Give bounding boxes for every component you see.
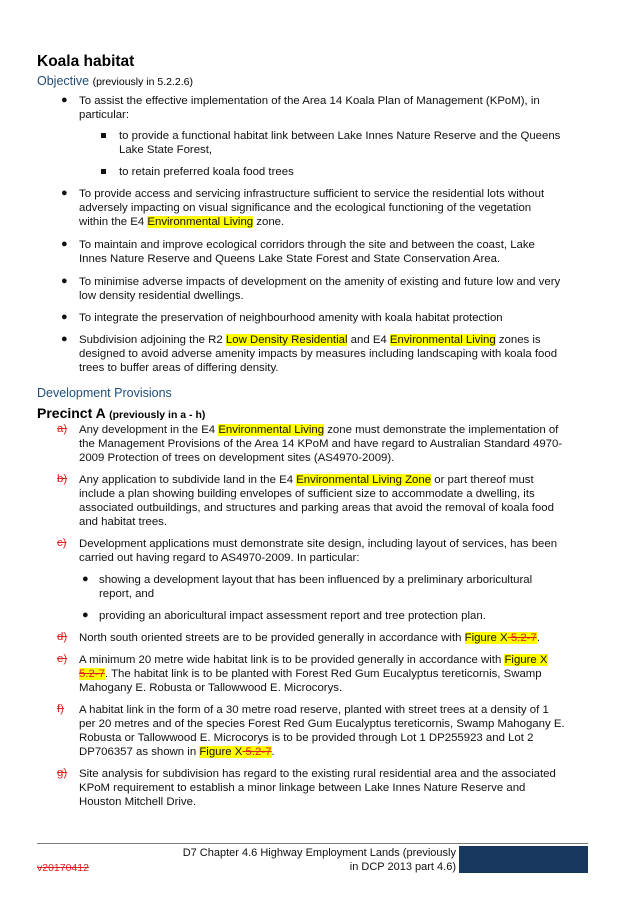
item-f-line-4: DP706357 as shown in Figure X 5.2-7. <box>79 746 275 758</box>
item-g-line-2: KPoM requirement to establish a minor linkage between Lake Innes Nature Reserve and <box>79 782 526 794</box>
item-c-sub-1-line-1: showing a development layout that has been influenced by a preliminary arboricultural <box>99 574 533 586</box>
objective-bullet-6-line-3: trees to buffer areas of differing density. <box>79 362 279 374</box>
item-b-line-2: include a plan showing building envelopes of sufficient size to accommodate a dwelling, its <box>79 488 535 500</box>
precinct-heading-text: Precinct A <box>37 405 106 421</box>
highlight-figure-x: Figure X 5.2-7 <box>199 746 272 758</box>
bullet-dot: ● <box>61 94 68 106</box>
development-provisions-heading: Development Provisions <box>37 386 172 400</box>
item-b-line-1: Any application to subdivide land in the E4 Environmental Living Zone or part thereof must <box>79 474 534 486</box>
objective-bullet-1: To assist the effective implementation of the Area 14 Koala Plan of Management (KPoM), in particular: <box>79 95 540 122</box>
sub-bullet-1-line-2: Lake State Forest, <box>119 144 213 156</box>
objective-bullet-6-line-1: Subdivision adjoining the R2 Low Density Residential and E4 Environmental Living zones is <box>79 334 541 346</box>
item-c-sub-1-line-2: report, and <box>99 588 155 600</box>
objective-bullet-2-line-2: adversely impacting on visual significance and the ecological functioning of the vegetation <box>79 202 532 214</box>
item-a-line-1: Any development in the E4 Environmental Living zone must demonstrate the implementation of <box>79 424 559 436</box>
item-e-label: e) <box>57 653 68 665</box>
bullet-dot: ● <box>82 609 89 621</box>
item-b-line-4: and habitat trees. <box>79 516 168 528</box>
objective-bullet-4-line-2: low density residential dwellings. <box>79 290 244 302</box>
footer-title-line-1: D7 Chapter 4.6 Highway Employment Lands (previously <box>182 847 456 859</box>
item-d-line-1: North south oriented streets are to be provided generally in accordance with Figure X 5.2-7. <box>79 632 540 644</box>
square-bullet <box>101 133 106 138</box>
item-d-label: d) <box>57 631 68 643</box>
objective-bullet-3-line-2: Innes Nature Reserve and Queens Lake State Forest and State Conservation Area. <box>79 253 501 265</box>
highlight-environmental-living-zone: Environmental Living Zone <box>296 474 432 486</box>
item-f-line-1: A habitat link in the form of a 30 metre road reserve, planted with street trees at a density of 1 <box>79 704 549 716</box>
objective-bullet-2-line-1: To provide access and servicing infrastructure sufficient to service the residential lots without <box>79 188 545 200</box>
objective-bullet-6-line-2: designed to avoid adverse amenity impacts by measures including landscaping with koala food <box>79 348 558 360</box>
footer-title <box>170 846 456 874</box>
precinct-note: (previously in a - h) <box>109 409 206 421</box>
precinct-heading <box>37 405 205 421</box>
item-g-label: g) <box>57 767 68 779</box>
bullet-dot: ● <box>61 311 68 323</box>
footer-title-line-2: in DCP 2013 part 4.6) <box>349 861 456 873</box>
item-e-line-3: Mahogany E. Robusta or Tallowwood E. Microcorys. <box>79 682 343 694</box>
item-c-line-1: Development applications must demonstrate site design, including layout of services, has been <box>79 538 558 550</box>
objective-note: (previously in 5.2.2.6) <box>92 76 193 88</box>
item-e-line-1: A minimum 20 metre wide habitat link is to be provided generally in accordance with Figure X <box>79 654 548 666</box>
item-a-label: a) <box>57 423 68 435</box>
version-number: v20170412 <box>37 862 89 874</box>
bullet-dot: ● <box>61 187 68 199</box>
objective-heading-text: Objective <box>37 74 90 88</box>
item-a-line-3: 2009 Protection of trees on development sites (AS4970-2009). <box>79 452 395 464</box>
item-g-line-3: Houston Mitchell Drive. <box>79 796 197 808</box>
objective-bullet-5: To integrate the preservation of neighbourhood amenity with koala habitat protection <box>79 312 503 324</box>
highlight-low-density-residential: Low Density Residential <box>225 334 348 346</box>
footer-color-block <box>459 846 588 873</box>
item-c-label: c) <box>57 537 67 549</box>
item-b-label: b) <box>57 473 68 485</box>
highlight-environmental-living: Environmental Living <box>218 424 325 436</box>
sub-bullet-1-line-1: to provide a functional habitat link between Lake Innes Nature Reserve and the Queens <box>119 130 561 142</box>
item-b-line-3: associated outbuildings, and structures and parking areas that avoid the removal of koala food <box>79 502 554 514</box>
bullet-dot: ● <box>82 573 89 585</box>
objective-heading <box>37 74 193 88</box>
highlight-figure-x: Figure X <box>504 654 548 666</box>
item-f-line-2: per 20 metres and of the species Forest Red Gum Eucalyptus tereticornis, Swamp Mahogany E. <box>79 718 565 730</box>
objective-bullet-4-line-1: To minimise adverse impacts of development on the amenity of existing and future low and very <box>79 276 561 288</box>
square-bullet <box>101 169 106 174</box>
bullet-dot: ● <box>61 238 68 250</box>
highlight-figure-x: Figure X 5.2-7 <box>464 632 537 644</box>
objective-bullet-3-line-1: To maintain and improve ecological corridors through the site and between the coast, Lake <box>79 239 535 251</box>
bullet-dot: ● <box>61 333 68 345</box>
highlight-environmental-living: Environmental Living <box>389 334 496 346</box>
deleted-figure-ref: 5.2-7 <box>79 668 105 680</box>
footer-divider <box>37 843 588 844</box>
objective-bullet-2-line-3: within the E4 Environmental Living zone. <box>79 216 285 228</box>
bullet-dot: ● <box>61 275 68 287</box>
highlight-environmental-living: Environmental Living <box>147 216 254 228</box>
item-c-sub-2: providing an aboricultural impact assessment report and tree protection plan. <box>99 610 486 622</box>
item-e-line-2: 5.2-7. The habitat link is to be planted with Forest Red Gum Eucalyptus tereticornis, Swamp <box>79 668 542 680</box>
section-title: Koala habitat <box>37 53 135 70</box>
item-a-line-2: the Management Provisions of the Area 14 KPoM and have regard to Australian Standard 4970- <box>79 438 563 450</box>
item-f-line-3: Robusta or Tallowwood E. Microcorys is to be provided through Lot 1 DP255923 and Lot 2 <box>79 732 534 744</box>
item-f-label: f) <box>57 703 64 715</box>
item-c-line-2: carried out having regard to AS4970-2009. In particular: <box>79 552 360 564</box>
item-g-line-1: Site analysis for subdivision has regard to the existing rural residential area and the associated <box>79 768 556 780</box>
sub-bullet-2: to retain preferred koala food trees <box>119 166 294 178</box>
